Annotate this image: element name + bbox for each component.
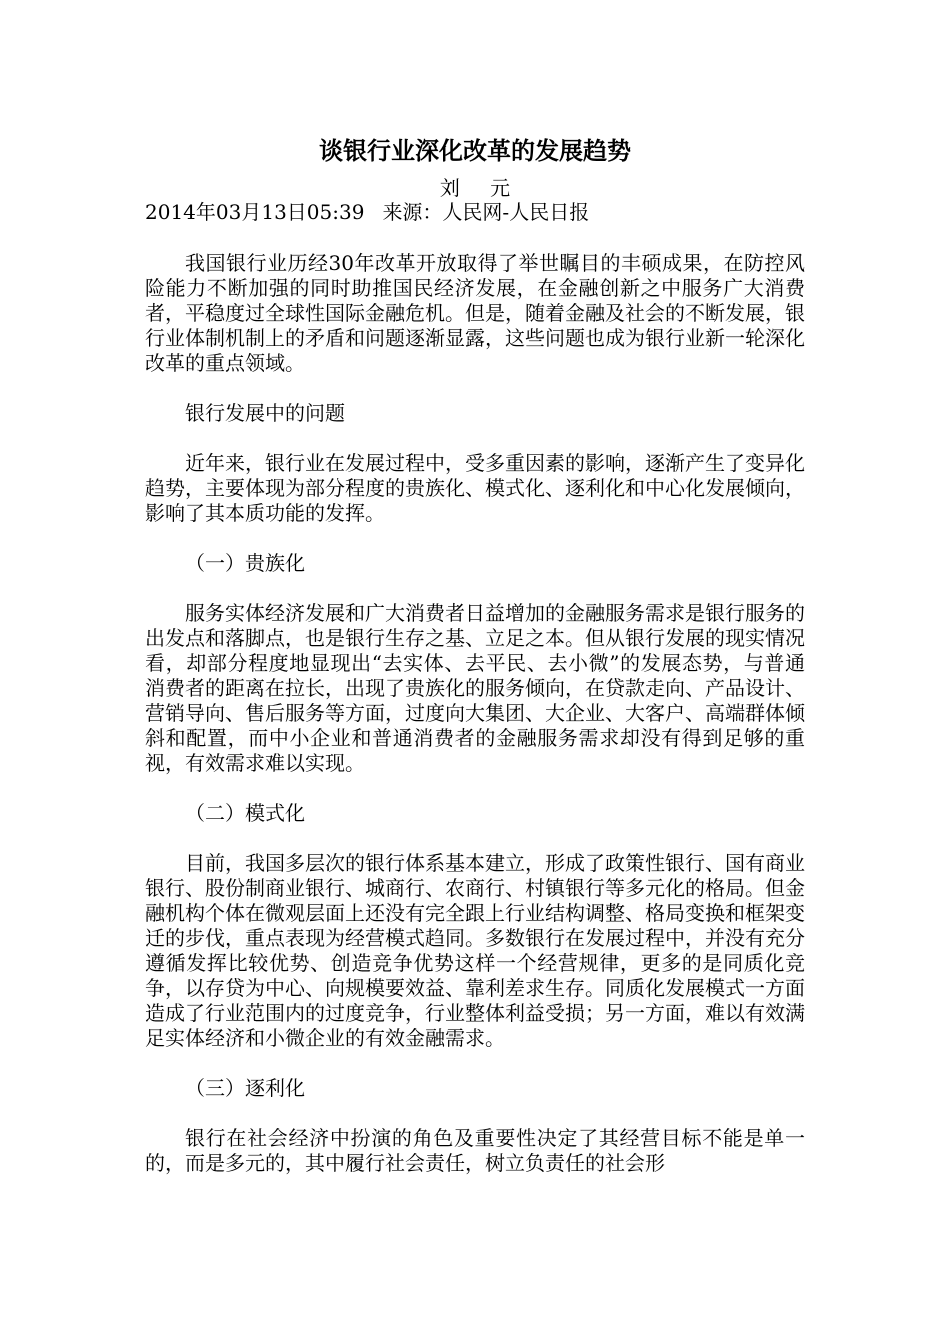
article-source: 来源：人民网-人民日报 (382, 200, 590, 224)
paragraph-profit-seeking: 银行在社会经济中扮演的角色及重要性决定了其经营目标不能是单一的，而是多元的，其中履行社会责任，树立负责任的社会形 (145, 1126, 805, 1175)
paragraph-intro: 我国银行业历经30年改革开放取得了举世瞩目的丰硕成果，在防控风险能力不断加强的同时助推国民经济发展，在金融创新之中服务广大消费者，平稳度过全球性国际金融危机。但是，随着金融及社会的不断发展，银行业体制机制上的矛盾和问题逐渐显露，这些问题也成为银行业新一轮深化改革的重点领域。 (145, 251, 805, 375)
article-author: 刘 元 (439, 176, 523, 200)
subheading-modeling: （二）模式化 (185, 801, 305, 825)
article-meta (145, 200, 805, 225)
spacer (145, 225, 805, 251)
spacer (145, 376, 805, 401)
paragraph-modeling: 目前，我国多层次的银行体系基本建立，形成了政策性银行、国有商业银行、股份制商业银行、城商行、农商行、村镇银行等多元化的格局。但金融机构个体在微观层面上还没有完全跟上行业结构调整、格局变换和框架变迁的步伐，重点表现为经营模式趋同。多数银行在发展过程中，并没有充分遵循发挥比较优势、创造竞争优势这样一个经营规律，更多的是同质化竞争，以存贷为中心、向规模要效益、靠利差求生存。同质化发展模式一方面造成了行业范围内的过度竞争，行业整体利益受损；另一方面，难以有效满足实体经济和小微企业的有效金融需求。 (145, 851, 805, 1050)
paragraph-aristocratization: 服务实体经济发展和广大消费者日益增加的金融服务需求是银行服务的出发点和落脚点，也是银行生存之基、立足之本。但从银行发展的现实情况看，却部分程度地显现出“去实体、去平民、去小微”的发展态势，与普通消费者的距离在拉长，出现了贵族化的服务倾向，在贷款走向、产品设计、营销导向、售后服务等方面，过度向大集团、大企业、大客户、高端群体倾斜和配置，而中小企业和普通消费者的金融服务需求却没有得到足够的重视，有效需求难以实现。 (145, 601, 805, 775)
section-heading: 银行发展中的问题 (185, 401, 345, 425)
article-title: 谈银行业深化改革的发展趋势 (319, 137, 631, 165)
document-page (145, 136, 805, 1176)
spacer (145, 776, 805, 801)
spacer (145, 526, 805, 551)
article-datetime: 2014年03月13日05:39 (145, 200, 365, 224)
spacer (145, 576, 805, 601)
spacer (145, 826, 805, 851)
spacer (145, 1051, 805, 1076)
paragraph-overview: 近年来，银行业在发展过程中，受多重因素的影响，逐渐产生了变异化趋势，主要体现为部分程度的贵族化、模式化、逐利化和中心化发展倾向，影响了其本质功能的发挥。 (145, 451, 805, 525)
subheading-aristocratization: （一）贵族化 (185, 551, 305, 575)
spacer (145, 1101, 805, 1126)
subheading-profit-seeking: （三）逐利化 (185, 1076, 305, 1100)
spacer (145, 426, 805, 451)
